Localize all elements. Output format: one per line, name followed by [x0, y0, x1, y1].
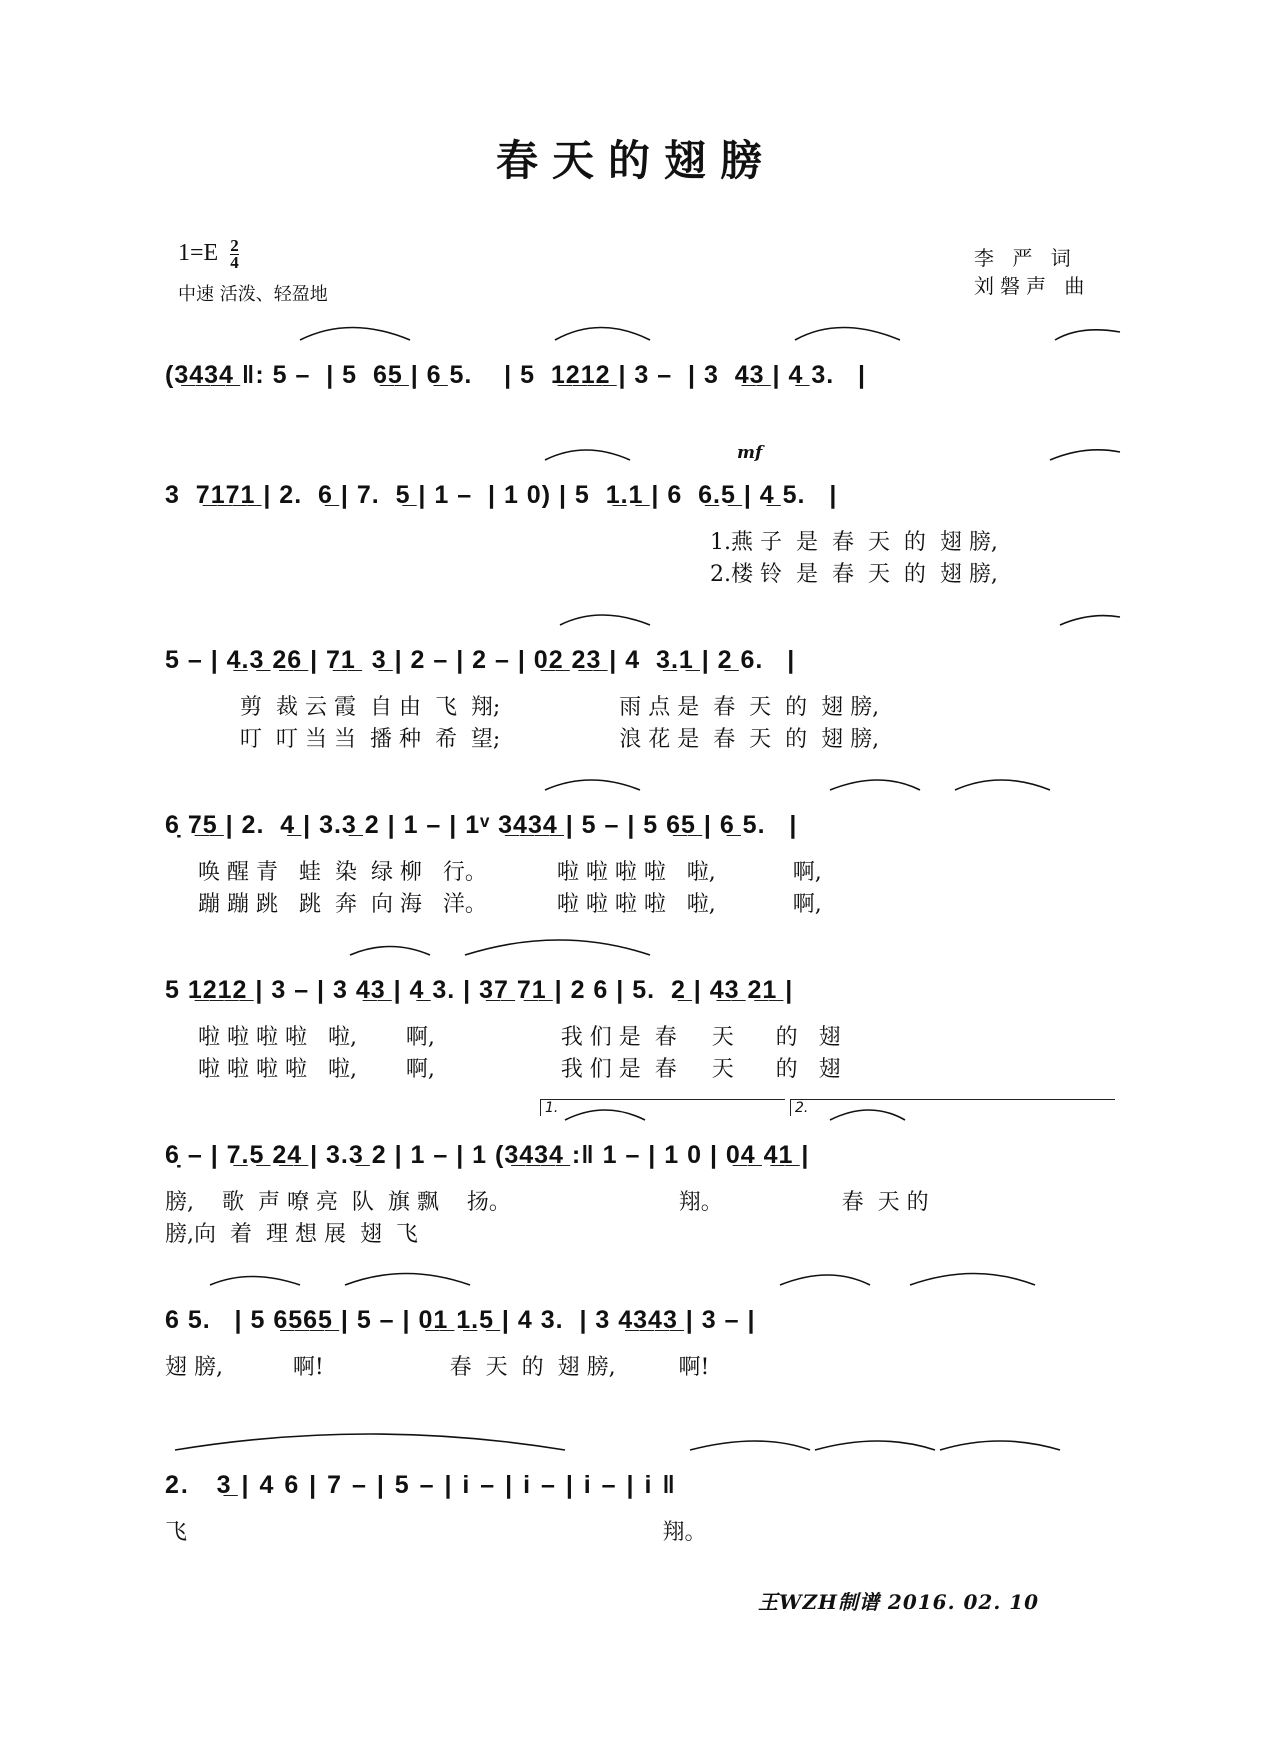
volta-second-ending: 2. — [790, 1099, 1115, 1116]
lyrics-verse-1: 唤 醒 青 蛙 染 绿 柳 行。 啦 啦 啦 啦 啦, 啊, — [198, 860, 822, 885]
lyrics-verse-1: 剪 裁 云 霞 自 由 飞 翔; 雨 点 是 春 天 的 翅 膀, — [240, 695, 880, 720]
time-signature-top: 2 — [230, 236, 239, 255]
staff-line: 6̣ – | 7̲.5̲ 2̲4̲ | 3.3̲ 2 | 1 – | 1 (3̲4̲3̲4̲ :‖ 1 – | 1 0 | 0̲4̲ 4̲1̲ | — [165, 1141, 810, 1169]
staff-line: 5 – | 4̲.3̲ 2̲6̲ | 7̲1̲ 3̲ | 2 – | 2 – | 0̲2̲ 2̲3̲ | 4 3̲.1̲ | 2̲ 6. | — [165, 646, 796, 674]
slur-arc — [465, 940, 650, 955]
score-title: 春天的翅膀 — [495, 136, 776, 185]
staff-line: 5 1̲2̲1̲2̲ | 3 – | 3 4̲3̲ | 4̲ 3. | 3̲7̲ 7̲1̲ | 2 6 | 5. 2̲ | 4̲3̲ 2̲1̲ | — [165, 976, 794, 1004]
slur-arc — [210, 1277, 300, 1286]
slur-arc — [300, 328, 410, 341]
lyrics-verse-1: 膀, 歌 声 嘹 亮 队 旗 飘 扬。 翔。 春 天 的 — [165, 1190, 929, 1215]
lyrics-verse-1: 1.燕 子 是 春 天 的 翅 膀, — [710, 530, 998, 555]
slur-arc — [795, 328, 900, 341]
slur-arc — [1060, 616, 1120, 625]
key-signature: 1=E — [178, 240, 219, 267]
slur-arc — [910, 1274, 1035, 1286]
slur-arc — [830, 1110, 905, 1120]
slur-arc — [545, 780, 640, 790]
composer: 刘磐声 曲 — [974, 274, 1091, 298]
volta-first-ending: 1. — [540, 1099, 785, 1116]
slur-arc — [940, 1441, 1060, 1450]
staff-line: 2. 3̲ | 4 6 | 7 – | 5 – | i – | i – | i – | i ‖ — [165, 1471, 677, 1499]
slur-arc — [555, 328, 650, 341]
slur-arc — [565, 1110, 645, 1120]
slur-arc — [1050, 450, 1120, 460]
lyrics-verse-2: 膀,向 着 理 想 展 翅 飞 — [165, 1222, 418, 1247]
slur-arc — [345, 1274, 470, 1286]
staff-line: 6 5. | 5 6̲5̲6̲5̲ | 5 – | 0̲1̲ 1̲.5̲ | 4 3. | 3 4̲3̲4̲3̲ | 3 – | — [165, 1306, 756, 1334]
tempo-marking: 中速 活泼、轻盈地 — [178, 284, 328, 305]
slur-arc — [545, 450, 630, 460]
staff-line: (3̲4̲3̲4̲ ‖: 5 – | 5 6̲5̲ | 6̲ 5. | 5 1̲2̲1̲2̲ | 3 – | 3 4̲3̲ | 4̲ 3. | — [165, 361, 866, 389]
lyrics-verse-1: 翅 膀, 啊! 春 天 的 翅 膀, 啊! — [165, 1355, 710, 1380]
lyrics-verse-2: 2.楼 铃 是 春 天 的 翅 膀, — [710, 562, 998, 587]
slur-arc — [815, 1441, 935, 1450]
lyricist: 李 严 词 — [974, 246, 1077, 270]
lyrics-verse-2: 啦 啦 啦 啦 啦, 啊, 我 们 是 春 天 的 翅 — [198, 1057, 841, 1082]
slur-arc — [175, 1434, 565, 1450]
slur-arc — [955, 780, 1050, 790]
slur-arc — [830, 780, 920, 790]
slur-arc — [560, 615, 650, 625]
time-signature-bottom: 4 — [230, 253, 239, 272]
lyrics-verse-2: 叮 叮 当 当 播 种 希 望; 浪 花 是 春 天 的 翅 膀, — [240, 727, 880, 752]
staff-line: 6̣ 7̲5̲ | 2. 4̲ | 3.3̲ 2 | 1 – | 1ᵛ 3̲4̲3̲4̲ | 5 – | 5 6̲5̲ | 6̲ 5. | — [165, 811, 798, 839]
slur-arc — [780, 1275, 870, 1285]
staff-line: 3 7̲1̲7̲1̲ | 2. 6̲ | 7. 5̲ | 1 – | 1 0) | 5 1̲.1̲ | 6 6̲.5̲ | 4̲ 5. | — [165, 481, 838, 509]
transcriber-signature: 王WZH制谱 2016. 02. 10 — [758, 1590, 1040, 1614]
slur-arc — [690, 1441, 810, 1450]
slur-arc — [350, 947, 430, 956]
lyrics-verse-1: 啦 啦 啦 啦 啦, 啊, 我 们 是 春 天 的 翅 — [198, 1025, 841, 1050]
dynamic-mf: mf — [737, 443, 763, 463]
lyrics-verse-1: 飞 翔。 — [165, 1520, 707, 1545]
lyrics-verse-2: 蹦 蹦 跳 跳 奔 向 海 洋。 啦 啦 啦 啦 啦, 啊, — [198, 892, 822, 917]
slur-arc — [1055, 330, 1120, 340]
